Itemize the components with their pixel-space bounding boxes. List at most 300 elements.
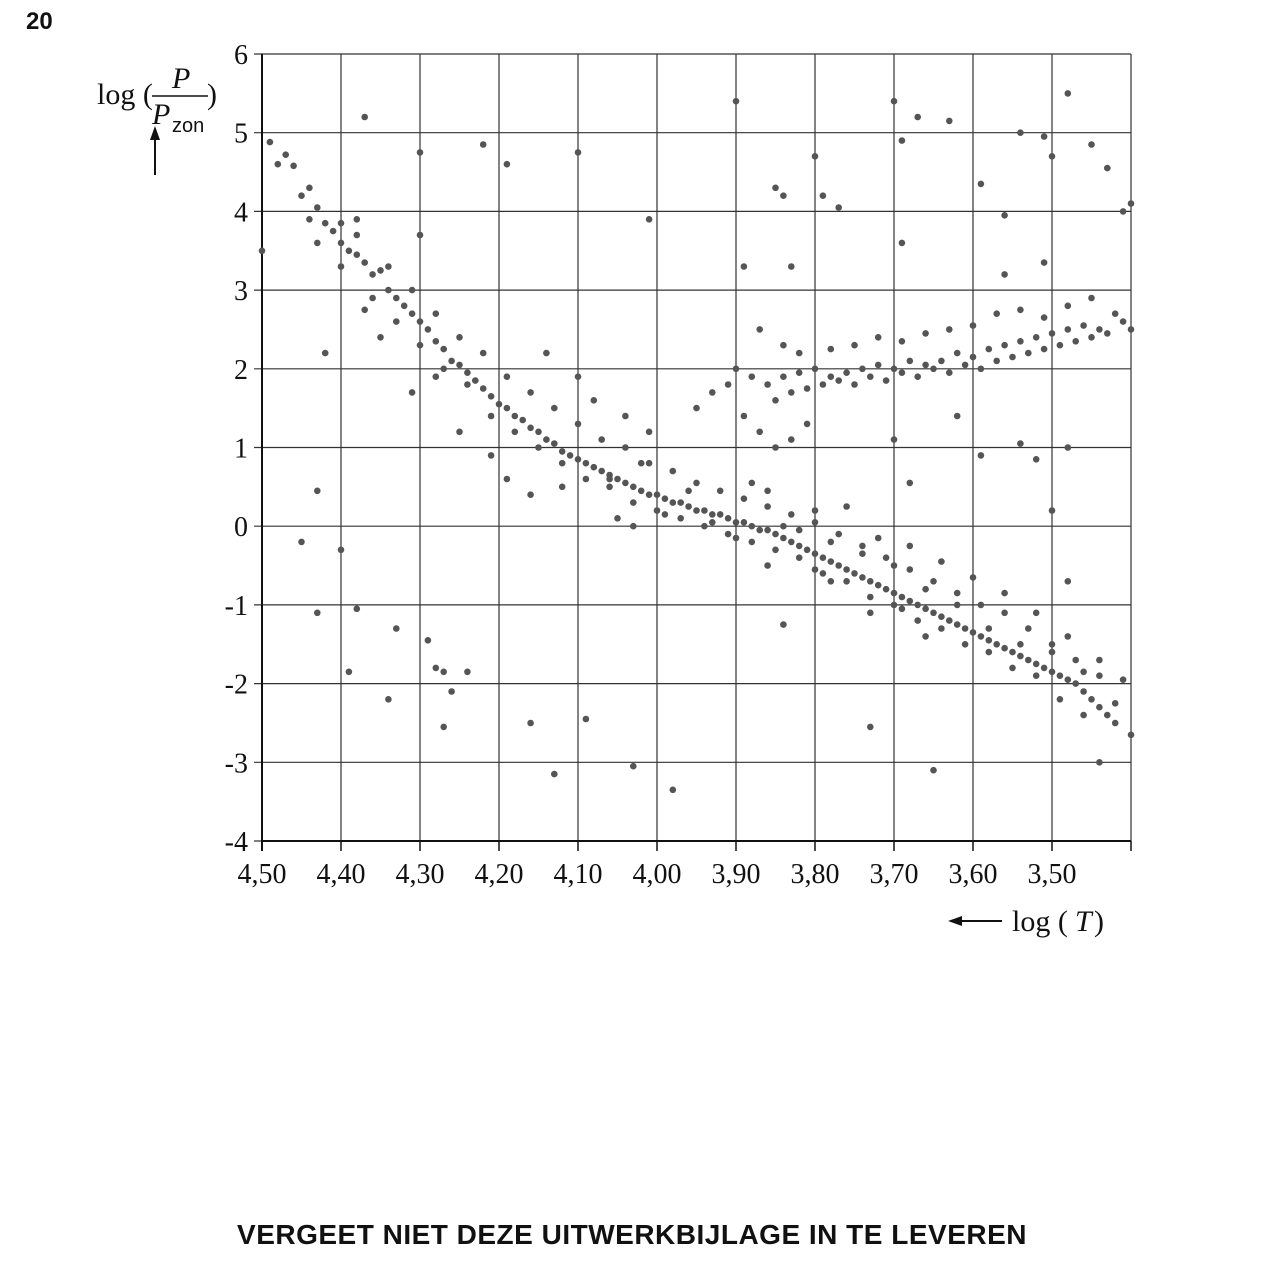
- data-point: [630, 484, 637, 491]
- data-point: [298, 539, 305, 546]
- data-point: [433, 310, 440, 317]
- data-point: [433, 665, 440, 672]
- data-point: [346, 248, 353, 255]
- data-point: [749, 523, 756, 530]
- data-point: [812, 153, 819, 160]
- data-point: [338, 240, 345, 247]
- data-point: [693, 480, 700, 487]
- data-point: [962, 641, 969, 648]
- data-point: [741, 495, 748, 502]
- data-point: [527, 425, 534, 432]
- data-point: [440, 346, 447, 353]
- data-point: [567, 452, 574, 459]
- data-point: [812, 366, 819, 373]
- data-point: [867, 373, 874, 380]
- x-axis-label-variable: T: [1075, 905, 1092, 938]
- data-point: [1049, 330, 1056, 337]
- data-point: [575, 456, 582, 463]
- data-point: [662, 511, 669, 518]
- data-point: [314, 488, 321, 495]
- data-point: [1065, 633, 1072, 640]
- data-point: [1096, 672, 1103, 679]
- data-point: [1080, 322, 1087, 329]
- data-point: [891, 366, 898, 373]
- data-point: [306, 185, 313, 192]
- data-point: [630, 763, 637, 770]
- data-point: [788, 539, 795, 546]
- data-point: [504, 161, 511, 168]
- data-point: [385, 263, 392, 270]
- data-point: [417, 149, 424, 156]
- data-point: [464, 369, 471, 376]
- data-point: [1033, 672, 1040, 679]
- data-point: [670, 499, 677, 506]
- data-point: [622, 413, 629, 420]
- data-point: [646, 216, 653, 223]
- data-point: [417, 342, 424, 349]
- data-point: [843, 578, 850, 585]
- data-point: [749, 373, 756, 380]
- data-point: [338, 547, 345, 554]
- data-point: [772, 397, 779, 404]
- data-point: [598, 436, 605, 443]
- data-point: [606, 476, 613, 483]
- data-point: [369, 271, 376, 278]
- data-point: [843, 503, 850, 510]
- data-point: [456, 334, 463, 341]
- data-point: [1080, 669, 1087, 676]
- data-point: [891, 562, 898, 569]
- data-point: [1088, 141, 1095, 148]
- x-tick-label: 4,50: [237, 859, 287, 890]
- data-point: [488, 413, 495, 420]
- data-point: [701, 507, 708, 514]
- data-point: [535, 444, 542, 451]
- data-point: [820, 570, 827, 577]
- axis-labels: [97, 62, 1104, 938]
- data-point: [472, 377, 479, 384]
- data-point: [859, 550, 866, 557]
- data-point: [1041, 665, 1048, 672]
- data-point: [1104, 330, 1111, 337]
- data-point: [709, 519, 716, 526]
- data-point: [575, 149, 582, 156]
- data-point: [772, 531, 779, 538]
- data-point: [1033, 661, 1040, 668]
- data-point: [1017, 440, 1024, 447]
- data-point: [701, 523, 708, 530]
- y-tick-label: 3: [234, 276, 248, 308]
- data-point: [433, 338, 440, 345]
- data-point: [796, 543, 803, 550]
- data-point: [954, 590, 961, 597]
- data-point: [875, 582, 882, 589]
- data-point: [946, 369, 953, 376]
- data-point: [417, 232, 424, 239]
- y-axis-label-denominator: P: [152, 98, 171, 131]
- data-point: [725, 531, 732, 538]
- data-point: [1065, 303, 1072, 310]
- data-point: [914, 373, 921, 380]
- data-point: [851, 570, 858, 577]
- data-point: [954, 350, 961, 357]
- data-point: [780, 523, 787, 530]
- data-point: [1128, 200, 1135, 207]
- data-point: [519, 417, 526, 424]
- data-point: [354, 606, 361, 613]
- data-point: [930, 578, 937, 585]
- left-arrow-icon: [948, 916, 962, 926]
- data-point: [851, 342, 858, 349]
- data-point: [907, 358, 914, 365]
- data-point: [646, 429, 653, 436]
- data-point: [1001, 645, 1008, 652]
- data-point: [788, 263, 795, 270]
- data-point: [938, 625, 945, 632]
- data-point: [1001, 590, 1008, 597]
- data-point: [456, 362, 463, 369]
- data-point: [1065, 676, 1072, 683]
- data-point: [440, 724, 447, 731]
- footer-note: VERGEET NIET DEZE UITWERKBIJLAGE IN TE LEVEREN: [237, 1219, 1027, 1250]
- data-point: [922, 606, 929, 613]
- data-point: [1128, 732, 1135, 739]
- data-point: [986, 649, 993, 656]
- data-point: [1072, 680, 1079, 687]
- data-point: [756, 429, 763, 436]
- data-point: [907, 543, 914, 550]
- data-point: [946, 617, 953, 624]
- x-tick-label: 4,00: [632, 859, 682, 890]
- data-point: [717, 511, 724, 518]
- data-point: [638, 460, 645, 467]
- data-point: [1033, 334, 1040, 341]
- x-tick-label: 4,40: [316, 859, 366, 890]
- data-point: [835, 531, 842, 538]
- data-point: [606, 484, 613, 491]
- data-points: [259, 90, 1135, 793]
- data-point: [591, 397, 598, 404]
- data-point: [907, 566, 914, 573]
- data-point: [393, 625, 400, 632]
- data-point: [377, 267, 384, 274]
- data-point: [1041, 133, 1048, 140]
- data-point: [314, 610, 321, 617]
- data-point: [361, 307, 368, 314]
- data-point: [338, 220, 345, 227]
- data-point: [907, 598, 914, 605]
- data-point: [709, 389, 716, 396]
- data-point: [914, 617, 921, 624]
- data-point: [480, 385, 487, 392]
- data-point: [780, 373, 787, 380]
- data-point: [527, 720, 534, 727]
- data-point: [1033, 456, 1040, 463]
- data-point: [385, 287, 392, 294]
- data-point: [930, 366, 937, 373]
- data-point: [630, 523, 637, 530]
- data-point: [954, 621, 961, 628]
- data-point: [1057, 672, 1064, 679]
- data-point: [986, 346, 993, 353]
- data-point: [1009, 354, 1016, 361]
- data-point: [630, 499, 637, 506]
- data-point: [859, 574, 866, 581]
- data-point: [646, 491, 653, 498]
- data-point: [922, 362, 929, 369]
- data-point: [622, 480, 629, 487]
- data-point: [756, 326, 763, 333]
- data-point: [978, 366, 985, 373]
- data-point: [970, 322, 977, 329]
- data-point: [764, 381, 771, 388]
- data-point: [978, 633, 985, 640]
- data-point: [891, 436, 898, 443]
- x-tick-label: 4,10: [553, 859, 603, 890]
- data-point: [1017, 641, 1024, 648]
- y-tick-label: 5: [234, 118, 248, 150]
- data-point: [859, 543, 866, 550]
- data-point: [883, 554, 890, 561]
- data-point: [1017, 653, 1024, 660]
- data-point: [369, 295, 376, 302]
- data-point: [488, 452, 495, 459]
- data-point: [354, 216, 361, 223]
- data-point: [914, 114, 921, 121]
- data-point: [543, 436, 550, 443]
- data-point: [741, 263, 748, 270]
- data-point: [512, 413, 519, 420]
- x-tick-label: 3,60: [948, 859, 998, 890]
- data-point: [733, 535, 740, 542]
- data-point: [1049, 649, 1056, 656]
- data-point: [409, 287, 416, 294]
- data-point: [1072, 338, 1079, 345]
- data-point: [259, 248, 266, 255]
- data-point: [1041, 346, 1048, 353]
- data-point: [361, 114, 368, 121]
- data-point: [733, 519, 740, 526]
- data-point: [883, 377, 890, 384]
- data-point: [417, 318, 424, 325]
- data-point: [504, 405, 511, 412]
- data-point: [1041, 259, 1048, 266]
- data-point: [954, 413, 961, 420]
- data-point: [693, 405, 700, 412]
- data-point: [922, 586, 929, 593]
- data-point: [677, 515, 684, 522]
- data-point: [978, 452, 985, 459]
- data-point: [583, 476, 590, 483]
- data-point: [290, 163, 297, 170]
- data-point: [788, 436, 795, 443]
- data-point: [267, 139, 274, 146]
- data-point: [922, 633, 929, 640]
- data-point: [812, 507, 819, 514]
- y-tick-label: 1: [234, 433, 248, 465]
- data-point: [812, 550, 819, 557]
- data-point: [1017, 307, 1024, 314]
- data-point: [535, 429, 542, 436]
- data-point: [970, 574, 977, 581]
- data-point: [622, 444, 629, 451]
- data-point: [314, 240, 321, 247]
- data-point: [835, 377, 842, 384]
- data-point: [986, 637, 993, 644]
- data-point: [330, 228, 337, 235]
- data-point: [583, 460, 590, 467]
- data-point: [1057, 696, 1064, 703]
- data-point: [456, 429, 463, 436]
- data-point: [551, 405, 558, 412]
- data-point: [440, 366, 447, 373]
- y-axis-label-suffix: ): [207, 78, 217, 111]
- data-point: [409, 310, 416, 317]
- data-point: [899, 606, 906, 613]
- data-point: [978, 602, 985, 609]
- data-point: [1049, 153, 1056, 160]
- data-point: [504, 476, 511, 483]
- data-point: [867, 594, 874, 601]
- data-point: [543, 350, 550, 357]
- data-point: [717, 488, 724, 495]
- data-point: [835, 204, 842, 211]
- page-number: 20: [26, 8, 53, 35]
- data-point: [354, 232, 361, 239]
- y-tick-label: 0: [234, 512, 248, 544]
- data-point: [764, 488, 771, 495]
- data-point: [1080, 688, 1087, 695]
- data-point: [899, 594, 906, 601]
- data-point: [1104, 712, 1111, 719]
- data-point: [875, 362, 882, 369]
- data-point: [899, 137, 906, 144]
- data-point: [914, 602, 921, 609]
- data-point: [986, 625, 993, 632]
- data-point: [930, 610, 937, 617]
- data-point: [551, 440, 558, 447]
- x-tick-label: 3,50: [1027, 859, 1077, 890]
- data-point: [1009, 665, 1016, 672]
- data-point: [812, 519, 819, 526]
- y-tick-label: 4: [234, 197, 248, 229]
- data-point: [835, 562, 842, 569]
- data-point: [764, 562, 771, 569]
- data-point: [962, 362, 969, 369]
- data-point: [922, 330, 929, 337]
- data-point: [1096, 759, 1103, 766]
- data-point: [1088, 696, 1095, 703]
- data-point: [978, 181, 985, 188]
- data-point: [796, 369, 803, 376]
- data-point: [393, 295, 400, 302]
- y-axis-label-prefix: log (: [97, 78, 153, 111]
- data-point: [946, 326, 953, 333]
- data-point: [298, 192, 305, 199]
- chart-grid: [254, 54, 1131, 851]
- x-axis-label-prefix: log (: [1012, 905, 1068, 938]
- data-point: [1033, 610, 1040, 617]
- data-point: [662, 495, 669, 502]
- data-point: [962, 625, 969, 632]
- data-point: [527, 491, 534, 498]
- data-point: [354, 251, 361, 258]
- data-point: [1065, 90, 1072, 97]
- data-point: [1104, 165, 1111, 172]
- data-point: [488, 393, 495, 400]
- data-point: [693, 507, 700, 514]
- data-point: [867, 610, 874, 617]
- data-point: [820, 192, 827, 199]
- data-point: [1017, 129, 1024, 136]
- data-point: [1025, 657, 1032, 664]
- y-axis-label-numerator: P: [172, 62, 191, 95]
- data-point: [1001, 610, 1008, 617]
- data-point: [1001, 212, 1008, 219]
- data-point: [559, 484, 566, 491]
- data-point: [393, 318, 400, 325]
- x-tick-label: 3,80: [790, 859, 840, 890]
- data-point: [377, 334, 384, 341]
- y-tick-label: -1: [224, 590, 248, 622]
- data-point: [725, 515, 732, 522]
- data-point: [828, 558, 835, 565]
- data-point: [496, 401, 503, 408]
- data-point: [1112, 700, 1119, 707]
- data-point: [338, 263, 345, 270]
- data-point: [970, 354, 977, 361]
- y-axis-label-subscript: zon: [172, 115, 205, 137]
- data-point: [828, 373, 835, 380]
- data-point: [670, 468, 677, 475]
- data-point: [614, 476, 621, 483]
- data-point: [361, 259, 368, 266]
- data-point: [867, 724, 874, 731]
- data-point: [954, 602, 961, 609]
- data-point: [401, 303, 408, 310]
- data-point: [820, 554, 827, 561]
- data-point: [867, 578, 874, 585]
- data-point: [598, 468, 605, 475]
- data-point: [796, 554, 803, 561]
- data-point: [733, 98, 740, 105]
- x-tick-label: 4,20: [474, 859, 524, 890]
- data-point: [1120, 208, 1127, 215]
- data-point: [907, 480, 914, 487]
- data-point: [1049, 507, 1056, 514]
- data-point: [551, 771, 558, 778]
- y-tick-label: 2: [234, 354, 248, 386]
- data-point: [306, 216, 313, 223]
- data-point: [559, 460, 566, 467]
- data-point: [772, 547, 779, 554]
- data-point: [938, 613, 945, 620]
- data-point: [1072, 657, 1079, 664]
- data-point: [614, 515, 621, 522]
- data-point: [1065, 578, 1072, 585]
- data-point: [788, 511, 795, 518]
- data-point: [875, 334, 882, 341]
- data-point: [1120, 676, 1127, 683]
- data-point: [685, 503, 692, 510]
- y-tick-label: -4: [224, 827, 248, 858]
- data-point: [741, 413, 748, 420]
- data-point: [1065, 326, 1072, 333]
- data-point: [575, 373, 582, 380]
- data-point: [899, 338, 906, 345]
- data-point: [1065, 444, 1072, 451]
- data-point: [899, 240, 906, 247]
